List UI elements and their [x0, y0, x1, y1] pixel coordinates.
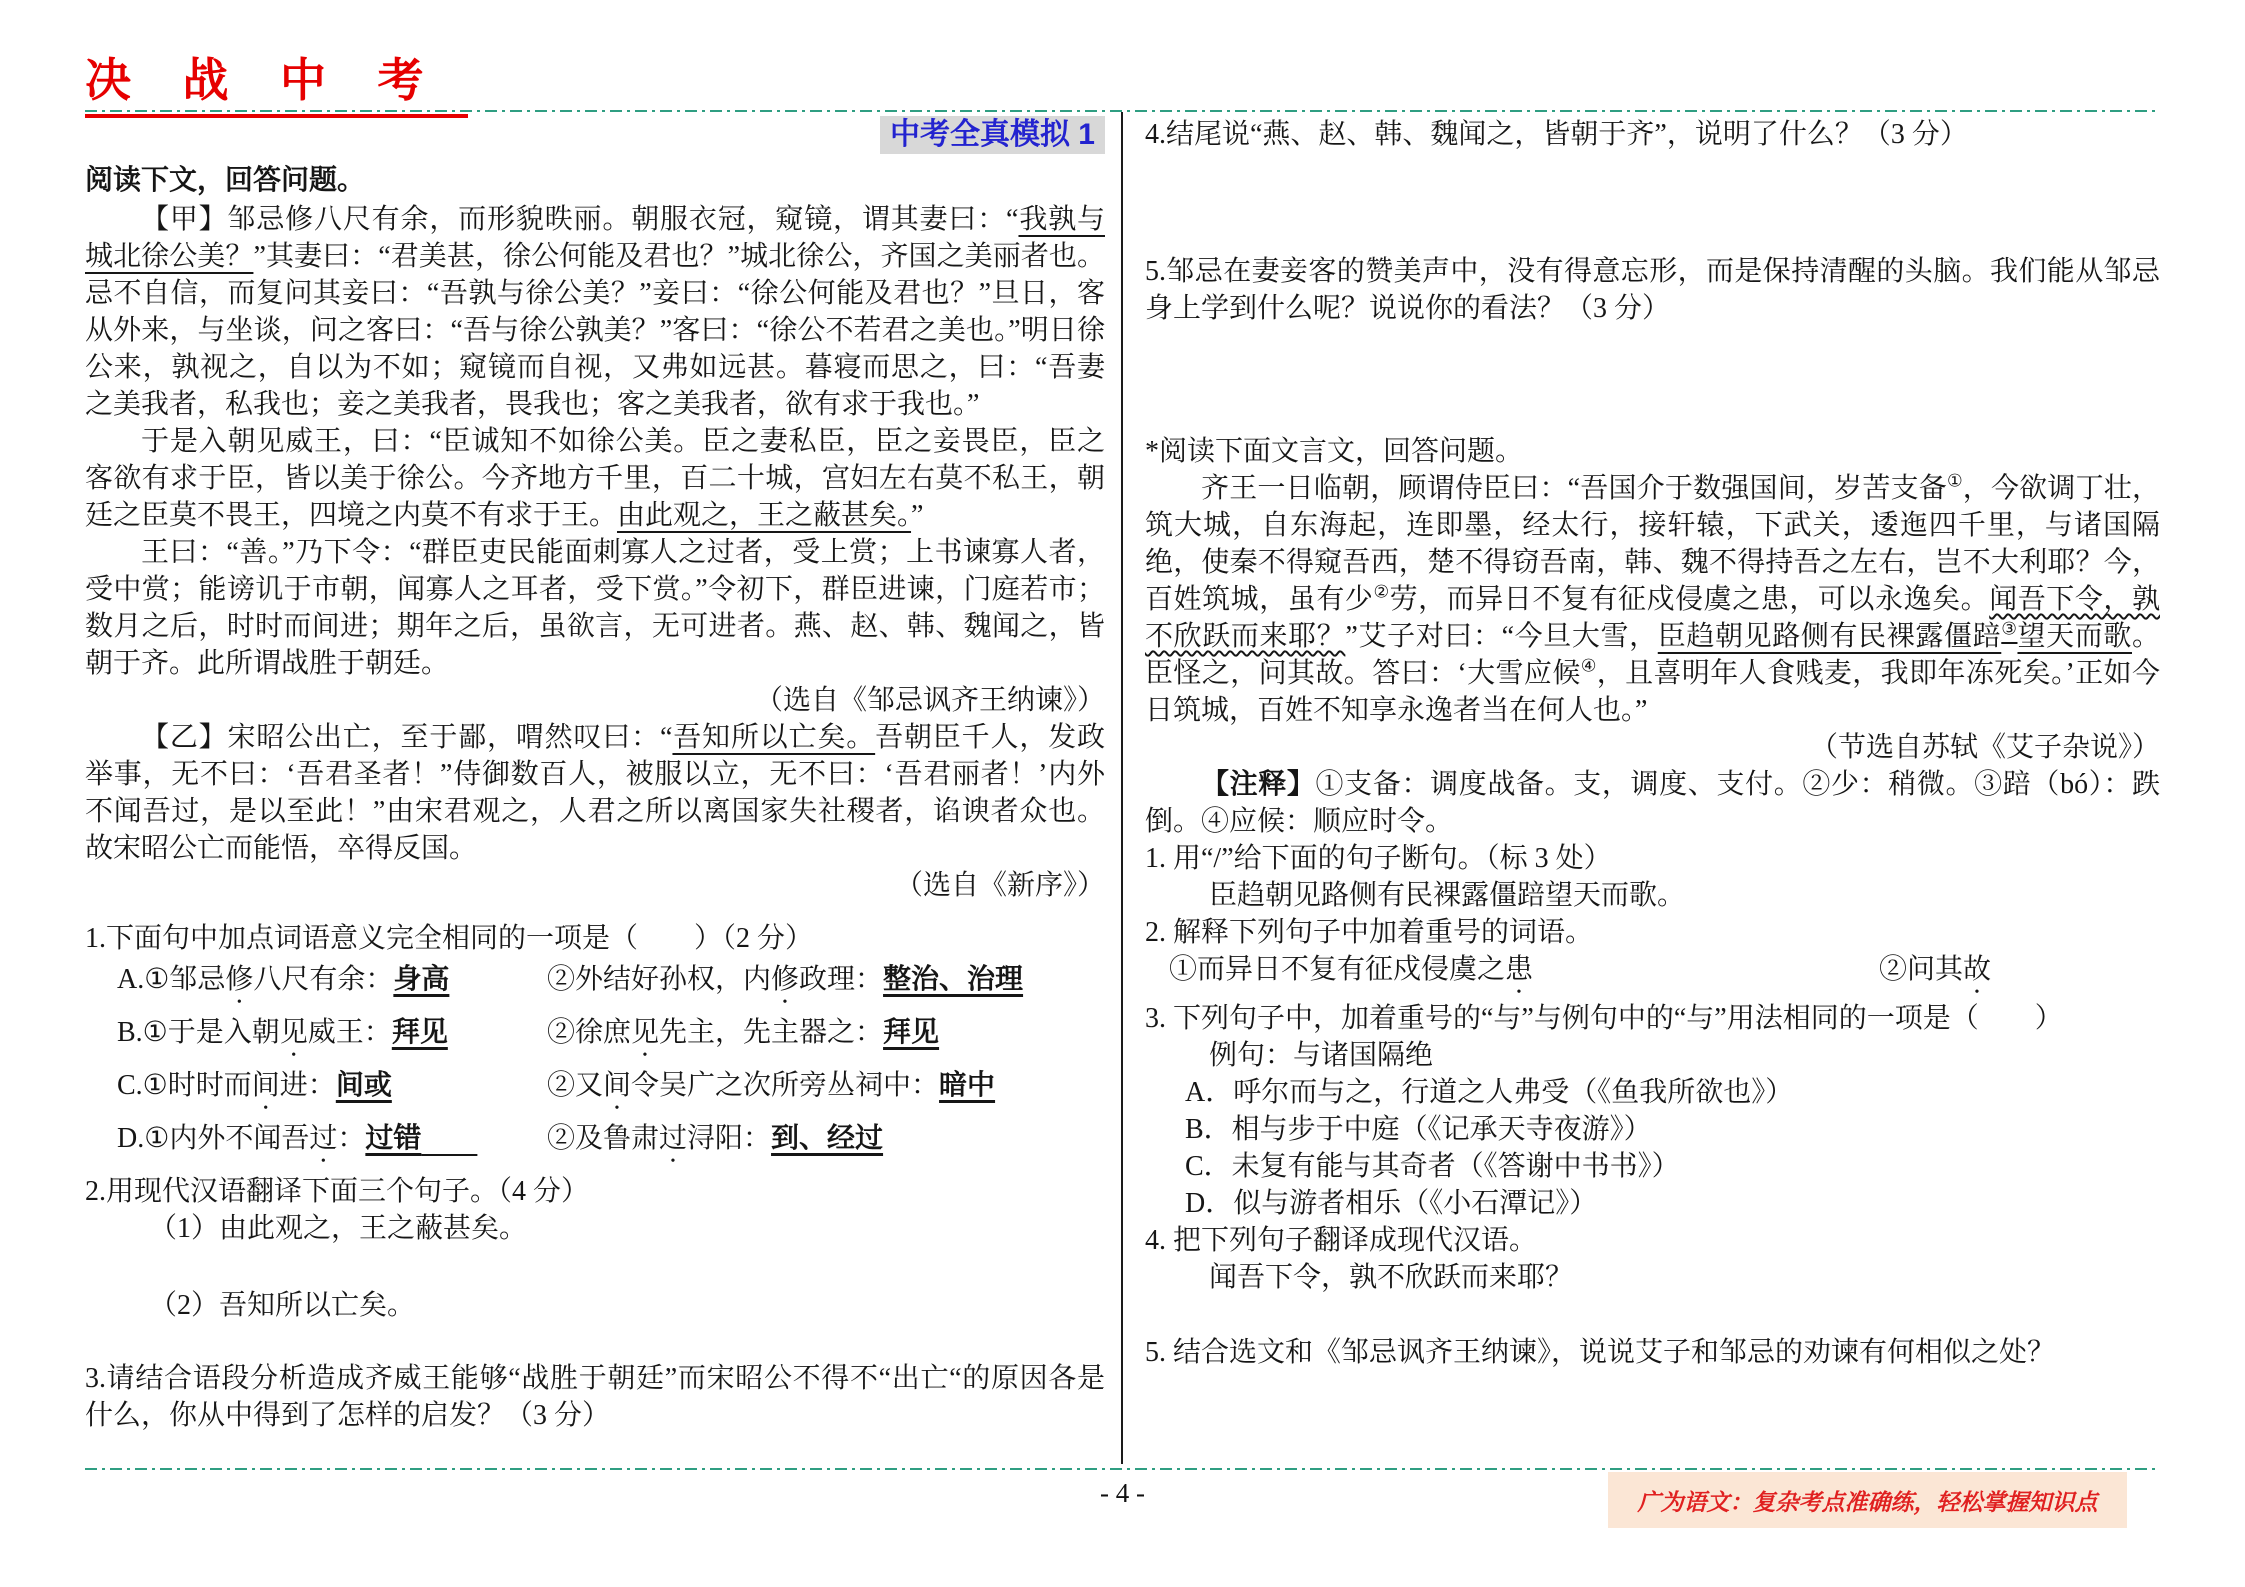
source-aizi: （节选自苏轼《艾子杂说》）: [1809, 732, 2160, 763]
right-column: [1145, 116, 2160, 1371]
question-4-stem: 4.结尾说“燕、赵、韩、魏闻之，皆朝于齐”，说明了什么？（3 分）: [1145, 119, 1968, 150]
question-2-sentence-1: （1）由此观之，王之蔽甚矣。: [149, 1213, 528, 1244]
option-b-part-2: ②徐庶见先主，先主器之：拜见: [547, 1016, 940, 1048]
option-a-part-1: A.①邹忌修八尺有余：身高: [117, 963, 450, 995]
question-1-stem: 1.下面句中加点词语意义完全相同的一项是（ ）（2 分）: [85, 923, 814, 954]
question-5-stem: 5.邹忌在妻妾客的赞美声中，没有得意忘形，而是保持清醒的头脑。我们能从邹忌身上学到什么呢？说说你的看法？（3 分）: [1145, 256, 2160, 324]
section-badge: 中考全真模拟 1: [880, 116, 1105, 154]
source-jia: （选自《邹忌讽齐王纳谏》）: [754, 685, 1105, 716]
r-question-4-sentence: 闻吾下令，孰不欣跃而来耶？: [1209, 1262, 1574, 1293]
page-number: - 4 -: [1100, 1478, 1145, 1508]
question-3-stem: 3.请结合语段分析造成齐威王能够“战胜于朝廷”而宋昭公不得不“出亡“的原因各是什么，你从中得到了怎样的启发？（3 分）: [85, 1363, 1105, 1431]
question-1-option-b: [85, 1010, 1105, 1063]
source-yi: （选自《新序》）: [894, 870, 1105, 901]
r-question-2-item-2: ②问其故: [1879, 954, 1992, 985]
question-2-sentence-2: （2）吾知所以亡矣。: [149, 1290, 416, 1321]
r-question-3-option-d: D．似与游者相乐（《小石潭记》）: [1185, 1188, 1598, 1219]
r-question-3-example: 例句：与诸国隔绝: [1209, 1040, 1434, 1071]
r-question-5-stem: 5. 结合选文和《邹忌讽齐王纳谏》，说说艾子和邹忌的劝谏有何相似之处？: [1145, 1337, 2056, 1368]
passage-jia-paragraph-2: 于是入朝见威王，曰：“臣诚知不如徐公美。臣之妻私臣，臣之妾畏臣，臣之客欲有求于臣，皆以美于徐公。今齐地方千里，百二十城，宫妇左右莫不私王，朝廷之臣莫不畏王，四境之内莫不有求于王。由此观之，王之蔽甚矣。”: [85, 426, 1105, 531]
option-c-part-2: ②又间令吴广之次所旁丛祠中：暗中: [547, 1069, 996, 1101]
passage-notes: 【注释】①支备：调度战备。支，调度、支付。②少：稍微。③踣（bó）：跌倒。④应候：顺应时令。: [1145, 769, 2160, 837]
column-divider-line: [1121, 112, 1123, 1464]
option-b-part-1: B.①于是入朝见威王：拜见: [117, 1016, 448, 1048]
r-question-2-stem: 2. 解释下列句子中加着重号的词语。: [1145, 917, 1594, 948]
r-question-2-items: [1145, 951, 2160, 1000]
r-question-4-stem: 4. 把下列句子翻译成现代汉语。: [1145, 1225, 1538, 1256]
passage-jia: 【甲】邹忌修八尺有余，而形貌昳丽。朝服衣冠，窥镜，谓其妻曰：“我孰与城北徐公美？”其妻曰：“君美甚，徐公何能及君也？”城北徐公，齐国之美丽者也。忌不自信，而复问其妾曰：“吾孰与徐公美？”妾曰：“徐公何能及君也？”旦日，客从外来，与坐谈，问之客曰：“吾与徐公孰美？”客曰：“徐公不若君之美也。”明日徐公来，孰视之，自以为不如；窥镜而自视，又弗如远甚。暮寝而思之，曰：“吾妻之美我者，私我也；妾之美我者，畏我也；客之美我者，欲有求于我也。”: [85, 204, 1105, 420]
question-2-stem: 2.用现代汉语翻译下面三个句子。（4 分）: [85, 1176, 590, 1207]
r-question-3-option-a: A．呼尔而与之，行道之人弗受（《鱼我所欲也》）: [1185, 1077, 1794, 1108]
passage-yi: 【乙】宋昭公出亡，至于鄙，喟然叹曰：“吾知所以亡矣。吾朝臣千人，发政举事，无不曰：‘吾君圣者！”侍御数百人，被服以立，无不曰：‘吾君丽者！’内外不闻吾过，是以至此！”由宋君观之，人君之所以离国家失社稷者，谄谀者众也。故宋昭公亡而能悟，卒得反国。: [85, 722, 1105, 864]
passage-jia-paragraph-3: 王曰：“善。”乃下令：“群臣吏民能面刺寡人之过者，受上赏；上书谏寡人者，受中赏；能谤讥于市朝，闻寡人之耳者，受下赏。”令初下，群臣进谏，门庭若市；数月之后，时时而间进；期年之后，虽欲言，无可进者。燕、赵、韩、魏闻之，皆朝于齐。此所谓战胜于朝廷。: [85, 537, 1105, 679]
reading-instruction: 阅读下文，回答问题。: [85, 165, 366, 196]
option-a-part-2: ②外结好孙权，内修政理：整治、治理: [547, 963, 1024, 995]
left-column: [85, 116, 1105, 1434]
question-1-option-c: [85, 1063, 1105, 1116]
r-question-1-stem: 1. 用“/”给下面的句子断句。（标 3 处）: [1145, 843, 1612, 874]
r-question-3-option-c: C．未复有能与其奇者（《答谢中书书》）: [1185, 1151, 1680, 1182]
r-question-3-stem: 3. 下列句子中，加着重号的“与”与例句中的“与”用法相同的一项是（ ）: [1145, 1003, 2063, 1034]
question-1-option-a: [85, 957, 1105, 1010]
option-d-part-2: ②及鲁肃过浔阳：到、经过: [547, 1122, 884, 1154]
badge-row: [85, 116, 1105, 156]
r-question-2-item-1: ①而异日不复有征戍侵虞之患: [1169, 954, 1534, 985]
footer-ad-text: 广为语文：复杂考点准确练，轻松掌握知识点: [1637, 1489, 2098, 1515]
footer-ad-banner: [1608, 1472, 2127, 1528]
bottom-divider-line: [85, 1468, 2160, 1470]
r-question-3-option-b: B．相与步于中庭（《记承天寺夜游》）: [1185, 1114, 1652, 1145]
r-question-1-sentence: 臣趋朝见路侧有民裸露僵踣望天而歌。: [1209, 880, 1686, 911]
question-1-option-d: [85, 1116, 1105, 1169]
option-d-part-1: D.①内外不闻吾过：过错: [117, 1122, 422, 1154]
brand-title: 决 战 中 考: [85, 44, 468, 118]
option-c-part-1: C.①时时而间进：间或: [117, 1069, 392, 1101]
passage-aizi: 齐王一日临朝，顾谓侍臣曰：“吾国介于数强国间，岁苦支备①，今欲调丁壮，筑大城，自东海起，连即墨，经太行，接轩辕，下武关，逶迤四千里，与诸国隔绝，使秦不得窥吾西，楚不得窃吾南，韩、魏不得持吾之左右，岂不大利耶？今，百姓筑城，虽有少②劳，而异日不复有征戍侵虞之患，可以永逸矣。闻吾下令，孰不欣跃而来耶？”艾子对曰：“今旦大雪，臣趋朝见路侧有民裸露僵踣③望天而歌。臣怪之，问其故。答曰：‘大雪应候④，且喜明年人食贱麦，我即年冻死矣。’正如今日筑城，百姓不知享永逸者当在何人也。”: [1145, 471, 2161, 726]
section-2-instruction: *阅读下面文言文，回答问题。: [1145, 436, 1524, 467]
